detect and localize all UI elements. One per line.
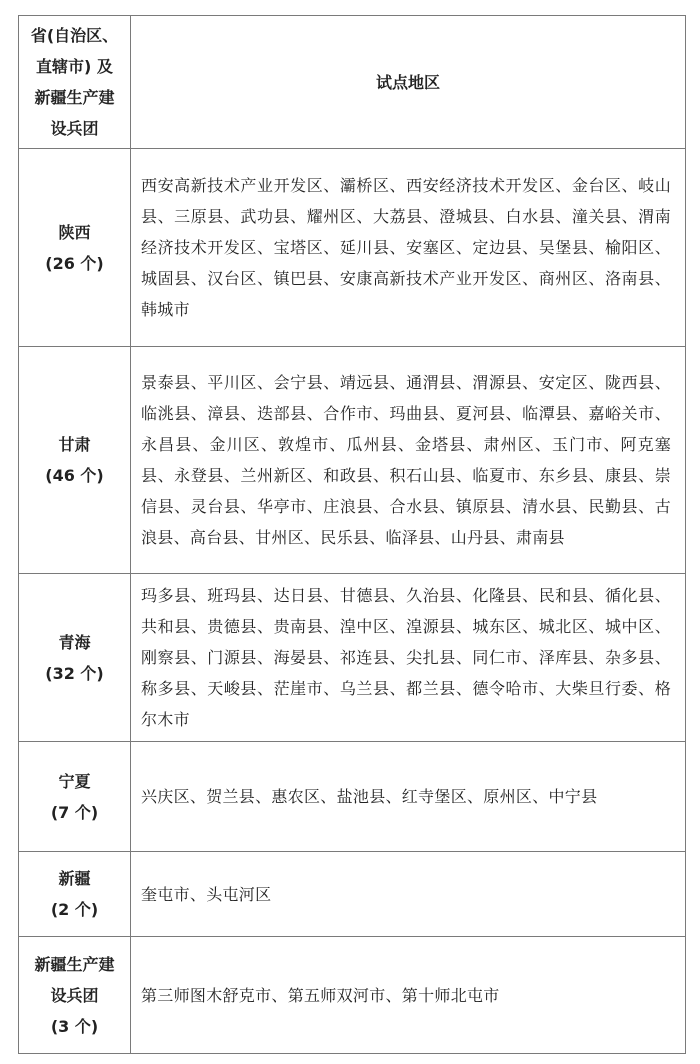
province-cell xyxy=(19,149,131,347)
province-name: 新疆 xyxy=(58,869,91,888)
province-count: (26 个) xyxy=(45,253,104,273)
table-row xyxy=(19,852,686,937)
header-line: 省(自治区、 xyxy=(30,26,119,45)
header-line: 直辖市) 及 xyxy=(36,57,113,76)
province-cell xyxy=(19,347,131,574)
province-name: 甘肃 xyxy=(58,435,91,454)
province-count: (2 个) xyxy=(50,900,99,919)
province-name-line: 设兵团 xyxy=(50,985,99,1005)
province-count: (3 个) xyxy=(50,1016,99,1036)
pilot-area-column-header: 试点地区 xyxy=(131,16,686,149)
province-cell xyxy=(19,937,131,1054)
pilot-areas-cell: 第三师图木舒克市、第五师双河市、第十师北屯市 xyxy=(131,937,686,1054)
province-count: (7 个) xyxy=(50,802,99,822)
province-name-line: 新疆生产建 xyxy=(34,954,115,974)
pilot-areas-cell: 玛多县、班玛县、达日县、甘德县、久治县、化隆县、民和县、循化县、共和县、贵德县、贵南县、湟中区、湟源县、城东区、城北区、城中区、刚察县、门源县、海晏县、祁连县、尖扎县、同仁市、泽库县、杂多县、称多县、天峻县、茫崖市、乌兰县、都兰县、德令哈市、大柴旦行委、格尔木市 xyxy=(131,574,686,742)
table-row xyxy=(19,149,686,347)
pilot-areas-cell: 奎屯市、头屯河区 xyxy=(131,852,686,937)
province-cell xyxy=(19,852,131,937)
province-name: 青海 xyxy=(58,632,91,652)
province-cell xyxy=(19,742,131,852)
table-header-row xyxy=(19,16,686,149)
province-cell xyxy=(19,574,131,742)
table-row xyxy=(19,742,686,852)
header-line: 新疆生产建 xyxy=(34,88,115,107)
pilot-areas-cell: 景泰县、平川区、会宁县、靖远县、通渭县、渭源县、安定区、陇西县、临洮县、漳县、迭部县、合作市、玛曲县、夏河县、临潭县、嘉峪关市、永昌县、金川区、敦煌市、瓜州县、金塔县、肃州区、玉门市、阿克塞县、永登县、兰州新区、和政县、积石山县、临夏市、东乡县、康县、崇信县、灵台县、华亭市、庄浪县、合水县、镇原县、清水县、民勤县、古浪县、高台县、甘州区、民乐县、临泽县、山丹县、肃南县 xyxy=(131,347,686,574)
pilot-areas-cell: 兴庆区、贺兰县、惠农区、盐池县、红寺堡区、原州区、中宁县 xyxy=(131,742,686,852)
table-row xyxy=(19,574,686,742)
pilot-areas-cell: 西安高新技术产业开发区、灞桥区、西安经济技术开发区、金台区、岐山县、三原县、武功县、耀州区、大荔县、澄城县、白水县、潼关县、渭南经济技术开发区、宝塔区、延川县、安塞区、定边县、吴堡县、榆阳区、城固县、汉台区、镇巴县、安康高新技术产业开发区、商州区、洛南县、韩城市 xyxy=(131,149,686,347)
province-count: (32 个) xyxy=(45,663,104,683)
province-column-header xyxy=(19,16,131,149)
header-line: 设兵团 xyxy=(50,119,99,138)
pilot-areas-table xyxy=(18,15,686,1054)
table-row xyxy=(19,937,686,1054)
province-count: (46 个) xyxy=(45,466,104,485)
province-name: 宁夏 xyxy=(58,771,91,791)
table-row xyxy=(19,347,686,574)
province-name: 陕西 xyxy=(58,222,91,242)
